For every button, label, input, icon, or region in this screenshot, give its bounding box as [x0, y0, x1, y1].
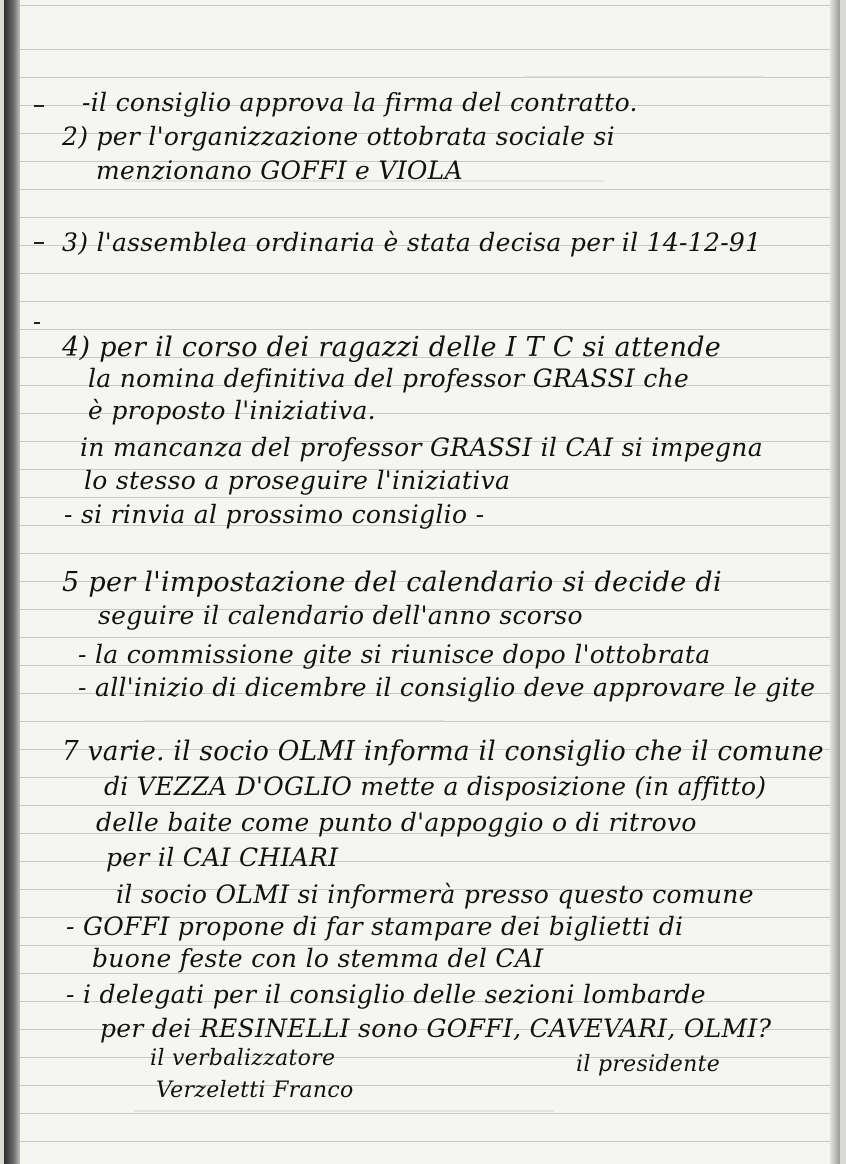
margin-mark — [34, 322, 40, 324]
text-line: per il CAI CHIARI — [106, 843, 339, 872]
text-line: - GOFFI propone di far stampare dei biglietti di — [66, 912, 684, 941]
notebook-binding — [4, 0, 20, 1164]
text-line: 7 varie. il socio OLMI informa il consiglio che il comune — [62, 736, 824, 767]
text-line: - i delegati per il consiglio delle sezioni lombarde — [66, 980, 706, 1009]
bleed-through — [524, 58, 764, 78]
notebook-page — [4, 0, 840, 1164]
text-line: è proposto l'iniziativa. — [88, 396, 376, 425]
text-line: - si rinvia al prossimo consiglio - — [64, 500, 485, 529]
president-role: il presidente — [576, 1052, 721, 1077]
text-line: - all'inizio di dicembre il consiglio deve approvare le gite — [78, 673, 816, 702]
text-line: 4) per il corso dei ragazzi delle I T C si attende — [62, 332, 722, 363]
text-line: lo stesso a proseguire l'iniziativa — [84, 466, 511, 495]
margin-mark — [34, 242, 44, 244]
text-line: - la commissione gite si riunisce dopo l'ottobrata — [78, 640, 711, 669]
margin-mark — [34, 105, 44, 107]
page-edge — [830, 0, 840, 1164]
text-line: -il consiglio approva la firma del contratto. — [82, 88, 638, 117]
secretary-signature: Verzeletti Franco — [156, 1078, 354, 1103]
text-line: delle baite come punto d'appoggio o di ritrovo — [96, 808, 697, 837]
secretary-role: il verbalizzatore — [150, 1046, 336, 1071]
text-line: il socio OLMI si informerà presso questo comune — [116, 880, 754, 909]
text-line: di VEZZA D'OGLIO mette a disposizione (in affitto) — [104, 772, 767, 801]
text-line: menzionano GOFFI e VIOLA — [96, 156, 463, 185]
text-line: 3) l'assemblea ordinaria è stata decisa per il 14-12-91 — [62, 228, 762, 257]
text-line: 5 per l'impostazione del calendario si decide di — [62, 567, 722, 598]
text-line: seguire il calendario dell'anno scorso — [98, 601, 583, 630]
text-line: per dei RESINELLI sono GOFFI, CAVEVARI, OLMI? — [100, 1014, 772, 1043]
text-line: in mancanza del professor GRASSI il CAI si impegna — [80, 433, 763, 462]
text-line: 2) per l'organizzazione ottobrata sociale si — [62, 122, 615, 151]
text-line: la nomina definitiva del professor GRASSI che — [88, 364, 690, 393]
text-line: buone feste con lo stemma del CAI — [92, 944, 544, 973]
